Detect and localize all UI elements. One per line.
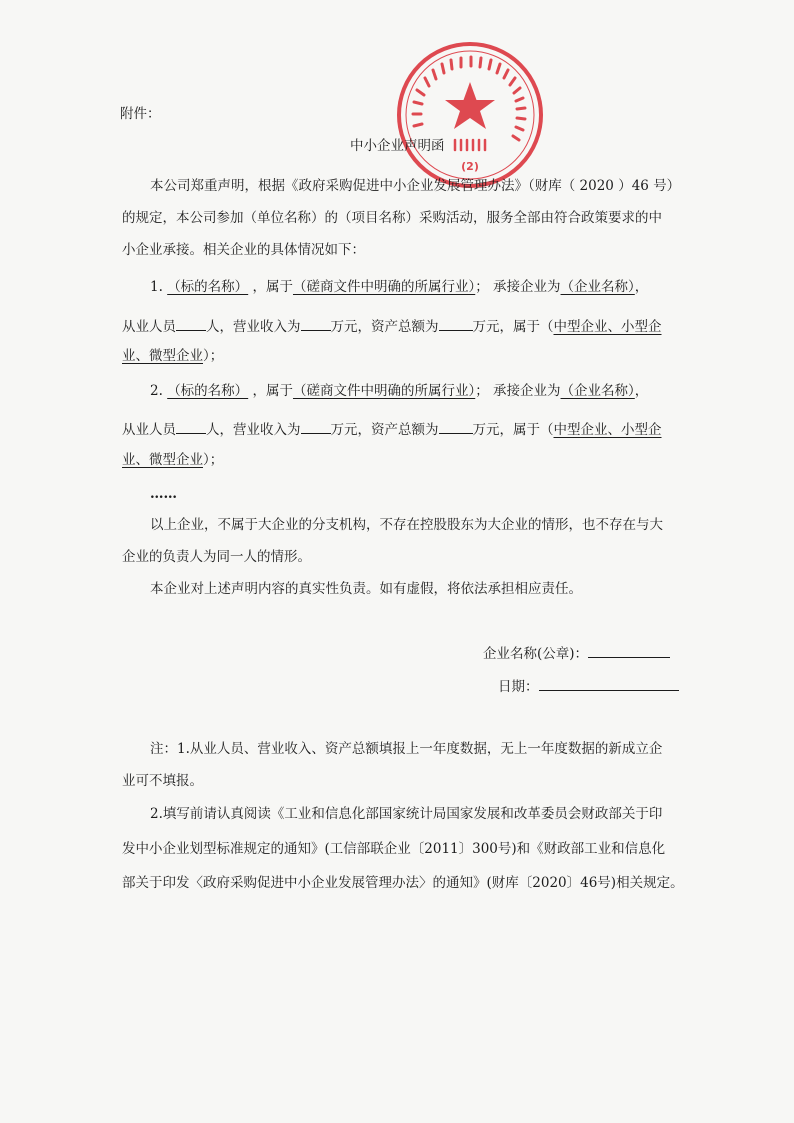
belongs-label: ，属于 (252, 279, 293, 295)
target-name-field: （标的名称） (167, 383, 249, 399)
revenue-blank (301, 421, 331, 434)
intro-line-3: 小企业承接。相关企业的具体情况如下： (122, 242, 365, 258)
trailing-comma: ， (634, 383, 649, 399)
note-2-line-1: 2.填写前请认真阅读《工业和信息化部国家统计局国家发展和改革委员会财政部关于印 (150, 806, 663, 822)
size-options: 中型企业、小型企 (553, 422, 662, 438)
assets-label: 万元，资产总额为 (330, 319, 439, 335)
size-options: 中型企业、小型企 (553, 319, 662, 335)
item-2-line-2 (122, 421, 662, 438)
target-name-field: （标的名称） (167, 279, 249, 295)
company-seal (395, 40, 545, 190)
seal-star-icon (445, 82, 495, 129)
size-label: 万元，属于（ (472, 319, 554, 335)
intro-line-2: 的规定，本公司参加（单位名称）的（项目名称）采购活动，服务全部由符合政策要求的中 (122, 210, 662, 226)
note-1-line-2: 业可不填报。 (122, 773, 203, 789)
date-row (498, 678, 679, 695)
attachment-label: 附件： (120, 106, 161, 122)
item-2-line-3 (122, 454, 223, 468)
note-2-line-2: 发中小企业划型标准规定的通知》(工信部联企业〔2011〕300号)和《财政部工业和信息化 (122, 841, 666, 857)
statement-line-2: 企业的负责人为同一人的情形。 (122, 549, 311, 565)
contractor-label: ； 承接企业为 (475, 279, 561, 295)
trailing-comma: ， (634, 279, 649, 295)
belongs-label: ，属于 (252, 383, 293, 399)
employees-label: 从业人员 (122, 319, 176, 335)
employees-blank (176, 318, 206, 331)
company-name-field: （企业名称） (560, 383, 635, 399)
assets-blank (439, 318, 473, 331)
size-options-cont: 业、微型企业 (122, 348, 203, 364)
item-number: 2. (150, 383, 163, 399)
page-title: 中小企业声明函 (350, 138, 445, 154)
assets-label: 万元，资产总额为 (330, 422, 439, 438)
industry-field: （磋商文件中明确的所属行业） (292, 383, 476, 399)
ellipsis: …… (150, 486, 177, 502)
size-close: ）； (203, 452, 224, 468)
date-label: 日期： (498, 679, 539, 695)
revenue-label: 人，营业收入为 (206, 319, 301, 335)
assets-blank (439, 421, 473, 434)
company-signature-row (483, 645, 670, 662)
date-line (539, 678, 679, 691)
industry-field: （磋商文件中明确的所属行业） (292, 279, 476, 295)
item-1-line-1 (150, 281, 648, 295)
seal-number: (2) (461, 160, 479, 173)
size-options-cont: 业、微型企业 (122, 452, 203, 468)
company-signature-line (588, 645, 670, 658)
statement-line-1: 以上企业，不属于大企业的分支机构，不存在控股股东为大企业的情形，也不存在与大 (150, 517, 663, 533)
size-close: ）； (203, 348, 224, 364)
item-1-line-2 (122, 318, 662, 335)
contractor-label: ； 承接企业为 (475, 383, 561, 399)
employees-blank (176, 421, 206, 434)
responsibility-statement: 本企业对上述声明内容的真实性负责。如有虚假，将依法承担相应责任。 (150, 581, 582, 597)
company-name-field: （企业名称） (560, 279, 635, 295)
note-1-line-1: 注：1.从业人员、营业收入、资产总额填报上一年度数据，无上一年度数据的新成立企 (150, 741, 663, 757)
revenue-label: 人，营业收入为 (206, 422, 301, 438)
size-label: 万元，属于（ (472, 422, 554, 438)
item-1-line-3 (122, 350, 223, 364)
revenue-blank (301, 318, 331, 331)
item-2-line-1 (150, 385, 648, 399)
item-number: 1. (150, 279, 163, 295)
company-seal-label: 企业名称(公章)： (483, 646, 589, 662)
intro-line-1: 本公司郑重声明，根据《政府采购促进中小企业发展管理办法》（财库（ 2020 ）46 号） (150, 178, 681, 194)
employees-label: 从业人员 (122, 422, 176, 438)
note-2-line-3: 部关于印发〈政府采购促进中小企业发展管理办法〉的通知》(财库〔2020〕46号)相关规定。 (122, 875, 684, 891)
